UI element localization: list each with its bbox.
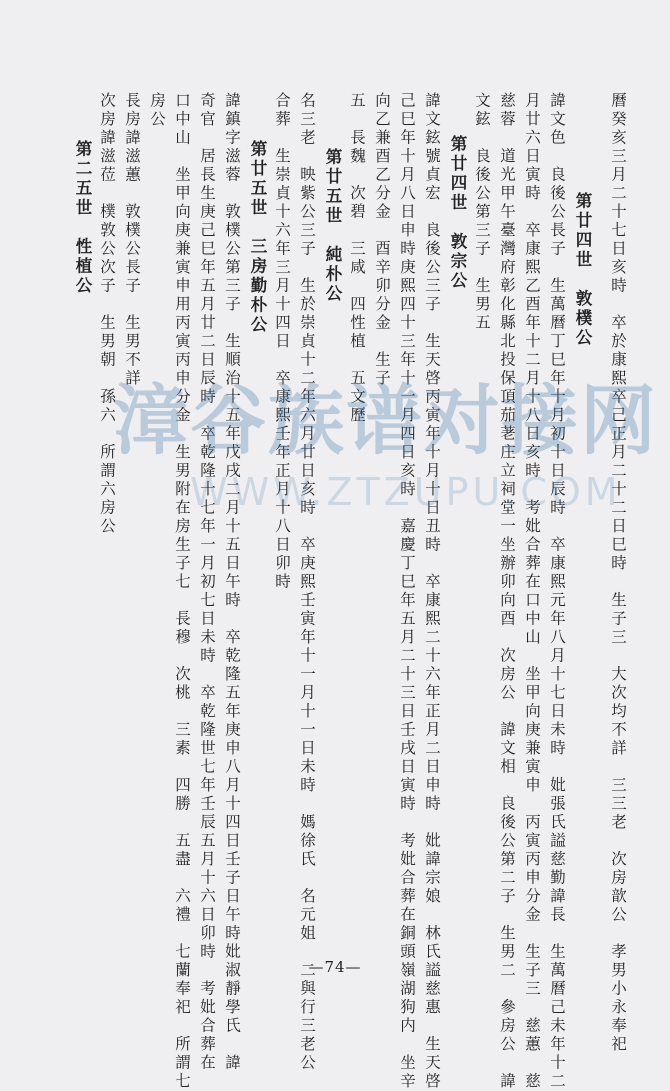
continuation-line: 曆癸亥三月二十七日亥時 卒於康熙卒己正月二十二日巳時 生子三 大次均不詳 三三老 次房歆公 孝男小永奉祀 (609, 92, 627, 1054)
section-title-25-xingzhi: 第二五世 性植公 (73, 140, 92, 296)
text-line: 名三老 映紫公三子 生於崇貞十二年六月廿日亥時 卒庚熙壬寅年十一月十一日未時 媽徐氏 名元姐 二與行三老公 (298, 92, 316, 1073)
text-line: 月廿六日寅時 卒康熙乙酉年十二月十八日亥時 考妣合葬在口中山 坐甲向庚兼寅申 丙寅丙申分金 生子三 慈蕙 慈 (523, 92, 541, 1091)
text-line: 慈蓉 道光甲午臺灣府彰化縣北投保頂茄荖庄立祠堂一坐辦卯向酉 次房公 諱文相 良後公第二子 生男二 參房公 諱 (498, 92, 516, 1091)
text-line: 己巳年十月八日申時庚熙四十三年十一月四日亥時 嘉慶丁巳年五月二十三日壬戌日寅時 考妣合葬在銅頭嶺湖狗内 坐辛 (398, 92, 416, 1091)
text-line: 諱鎮字滋蓉 敦樸公第三子 生順治十五年戊戌二月十五日午時 卒乾隆五年庚申八月十四日壬子日午時妣淑靜學氏 諱 (223, 92, 241, 1073)
section-title-25-qinpu: 第廿五世 三房勤朴公 (248, 140, 267, 335)
text-line: 長房諱滋蕙 敦樸公長子 生男不詳 (123, 92, 141, 388)
text-line: 合葬 生崇貞十六年三月十四日 卒康熙壬年正月十八日卯時 (273, 92, 291, 592)
watermark-text: 漳谷族谱对接网 (112, 376, 658, 465)
section-title-24-dunzong: 第廿四世 敦宗公 (448, 135, 467, 291)
section-title-24-dunpu: 第廿四世 敦樸公 (573, 192, 592, 348)
text-line: 諱文色 良後公長子 生萬曆丁巳年十月初十日辰時 卒康熙元年八月十七日未時 妣張氏謚慈勤諱長 生萬曆己未年十二 (548, 92, 566, 1091)
text-line: 房公 (148, 92, 166, 129)
text-line: 五 長魏 次碧 三咸 四性植 五文歷 (348, 92, 366, 425)
text-line: 奇官 居長生庚己巳年五月廿二日辰時 卒乾隆十七年一月初七日未時 卒乾隆世七年壬辰五月十六日卯時 考妣合葬在 (198, 92, 216, 1073)
text-line: 次房諱滋莅 樸敦公次子 生男朝 孫六 所謂六房公 (98, 92, 116, 536)
watermark-url: WWW.ZTZUPU.COM (190, 470, 622, 514)
page-number: —74— (308, 958, 362, 976)
text-line: 口中山 坐甲向庚兼寅申用丙寅丙申分金 生男附在房生子七 長穆 次桃 三素 四勝 五盡 六禮 七蘭奉祀 所謂七 (173, 92, 191, 1091)
text-line: 諱文鉉號貞宏 良後公三子 生天啓丙寅年十月十日丑時 卒康熙二十六年正月二日申時 妣諱宗娘 林氏謚慈惠 生天啓 (423, 92, 441, 1091)
text-line: 向乙兼酉乙分金 酉辛卯分金 生子 (373, 92, 391, 388)
text-line: 文鉉 良後公第三子 生男五 (473, 92, 491, 333)
section-title-25-chunpu: 第廿五世 純朴公 (323, 148, 342, 304)
